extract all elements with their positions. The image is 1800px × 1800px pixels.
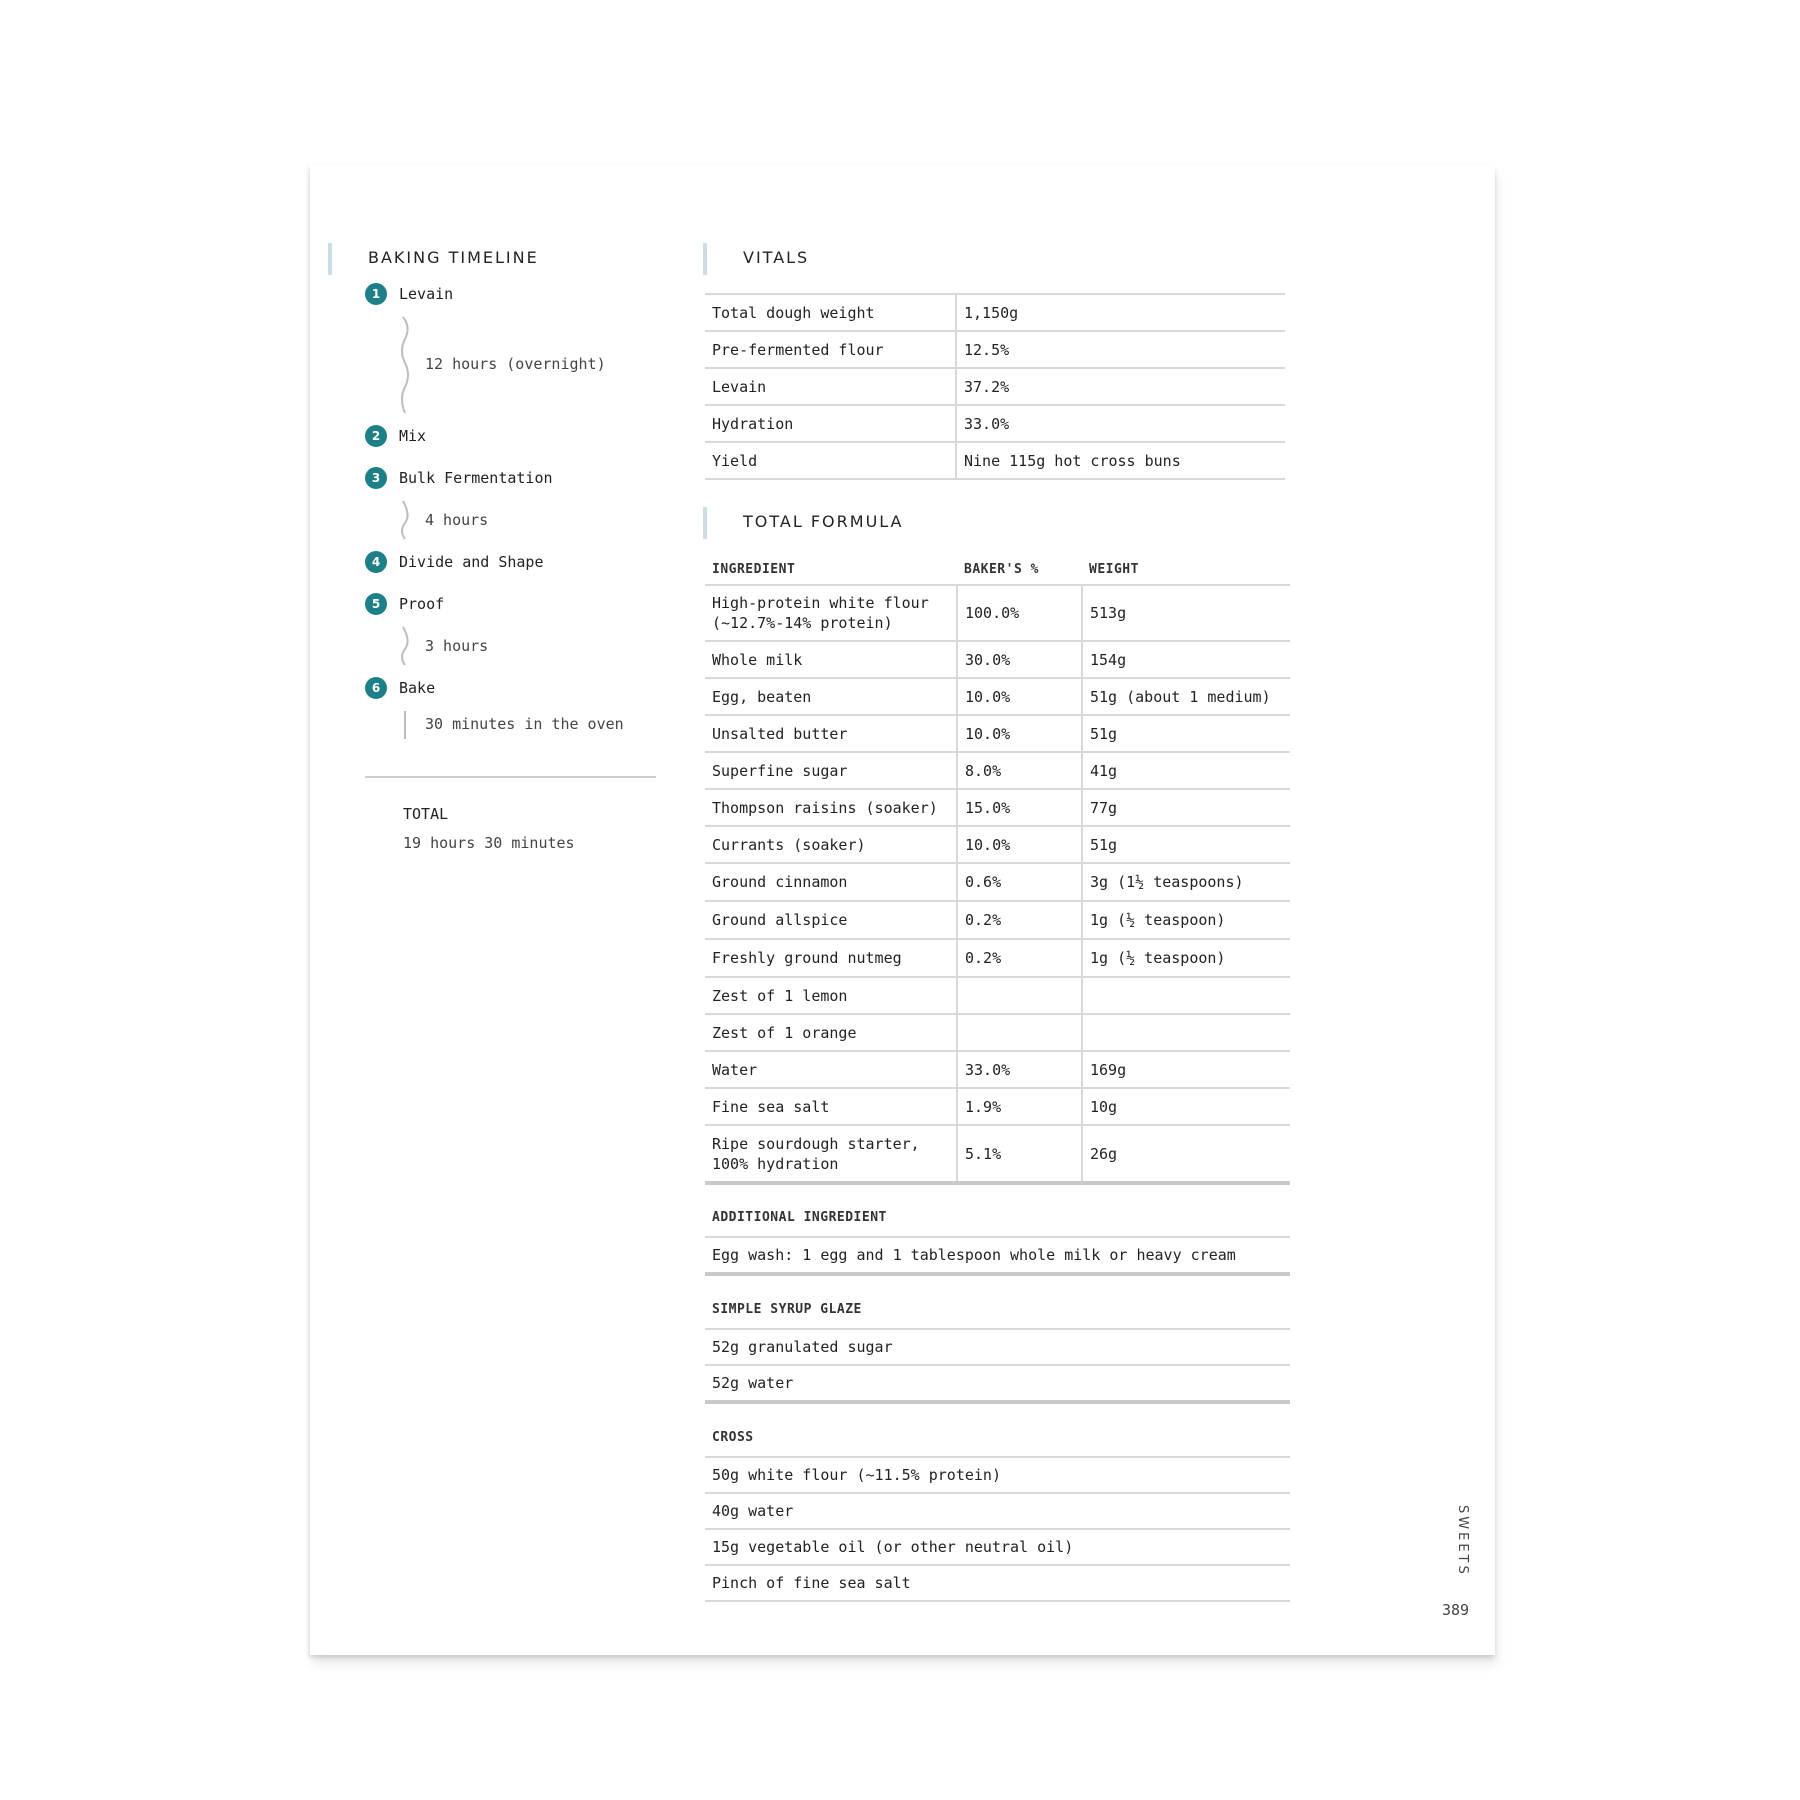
timeline-step-levain: [365, 273, 675, 315]
timeline-duration-bake: [365, 709, 675, 745]
weight-cell: 77g: [1082, 789, 1290, 826]
weight-cell: 41g: [1082, 752, 1290, 789]
vitals-label: Total dough weight: [705, 294, 956, 331]
vitals-value: 37.2%: [956, 368, 1285, 405]
weight-cell: [1082, 1014, 1290, 1051]
step-label: Bulk Fermentation: [399, 469, 553, 487]
timeline-step-mix: [365, 415, 675, 457]
table-row: [705, 368, 1285, 405]
list-item: 52g granulated sugar: [705, 1328, 1290, 1366]
total-time-label: TOTAL: [403, 805, 449, 823]
simple-syrup-glaze-list: [705, 1328, 1290, 1404]
straight-line-icon: [397, 709, 417, 745]
percent-cell: 30.0%: [957, 641, 1082, 678]
percent-cell: 10.0%: [957, 678, 1082, 715]
timeline-duration-levain: [365, 315, 675, 415]
list-item: 40g water: [705, 1494, 1290, 1530]
table-row: [705, 752, 1290, 789]
percent-cell: 0.6%: [957, 863, 1082, 901]
weight-cell: 51g: [1082, 826, 1290, 863]
ingredient-cell: Superfine sugar: [705, 752, 957, 789]
list-item: Pinch of fine sea salt: [705, 1566, 1290, 1602]
vitals-value: 33.0%: [956, 405, 1285, 442]
book-page: [310, 165, 1495, 1655]
list-item: 15g vegetable oil (or other neutral oil): [705, 1530, 1290, 1566]
table-row: [705, 977, 1290, 1014]
ingredient-cell: High-protein white flour (~12.7%-14% protein): [705, 585, 957, 641]
baking-timeline: [365, 273, 675, 745]
ingredient-cell: Ripe sourdough starter, 100% hydration: [705, 1125, 957, 1183]
weight-cell: 51g: [1082, 715, 1290, 752]
table-row: [705, 641, 1290, 678]
column-header-weight: WEIGHT: [1082, 555, 1290, 585]
step-label: Divide and Shape: [399, 553, 544, 571]
wavy-line-icon: [397, 499, 417, 541]
ingredient-cell: Unsalted butter: [705, 715, 957, 752]
ingredient-cell: Whole milk: [705, 641, 957, 678]
table-row: [705, 1051, 1290, 1088]
ingredient-cell: Egg, beaten: [705, 678, 957, 715]
percent-cell: [957, 1014, 1082, 1051]
table-row: [705, 405, 1285, 442]
table-row: [705, 331, 1285, 368]
total-formula-heading: TOTAL FORMULA: [703, 507, 904, 539]
table-row: [705, 863, 1290, 901]
percent-cell: 100.0%: [957, 585, 1082, 641]
weight-cell: [1082, 977, 1290, 1014]
ingredient-cell: Fine sea salt: [705, 1088, 957, 1125]
percent-cell: 10.0%: [957, 715, 1082, 752]
table-row: [705, 901, 1290, 939]
column-header-bakers-percent: BAKER'S %: [957, 555, 1082, 585]
table-row: [705, 789, 1290, 826]
vitals-label: Yield: [705, 442, 956, 479]
percent-cell: 33.0%: [957, 1051, 1082, 1088]
timeline-step-bake: [365, 667, 675, 709]
vitals-label: Hydration: [705, 405, 956, 442]
step-number-6: 6: [365, 677, 387, 699]
baking-timeline-heading: BAKING TIMELINE: [328, 243, 539, 275]
additional-ingredient-list: [705, 1236, 1290, 1276]
section-label: SWEETS: [1455, 1505, 1470, 1577]
timeline-divider: [365, 776, 656, 778]
step-number-4: 4: [365, 551, 387, 573]
percent-cell: 5.1%: [957, 1125, 1082, 1183]
weight-cell: 3g (1½ teaspoons): [1082, 863, 1290, 901]
wavy-line-icon: [397, 625, 417, 667]
ingredient-cell: Currants (soaker): [705, 826, 957, 863]
percent-cell: [957, 977, 1082, 1014]
timeline-duration-proof: [365, 625, 675, 667]
step-duration: 3 hours: [425, 637, 489, 655]
vitals-label: Pre-fermented flour: [705, 331, 956, 368]
vitals-value: Nine 115g hot cross buns: [956, 442, 1285, 479]
column-header-ingredient: INGREDIENT: [705, 555, 957, 585]
list-item: 52g water: [705, 1366, 1290, 1404]
percent-cell: 10.0%: [957, 826, 1082, 863]
wavy-line-icon: [397, 315, 417, 415]
weight-cell: 154g: [1082, 641, 1290, 678]
percent-cell: 1.9%: [957, 1088, 1082, 1125]
table-row: [705, 442, 1285, 479]
timeline-duration-bulk: [365, 499, 675, 541]
table-row: [705, 939, 1290, 977]
ingredient-cell: Thompson raisins (soaker): [705, 789, 957, 826]
percent-cell: 15.0%: [957, 789, 1082, 826]
timeline-step-proof: [365, 583, 675, 625]
total-time-value: 19 hours 30 minutes: [403, 834, 575, 852]
ingredient-cell: Freshly ground nutmeg: [705, 939, 957, 977]
weight-cell: 26g: [1082, 1125, 1290, 1183]
step-label: Bake: [399, 679, 436, 697]
weight-cell: 10g: [1082, 1088, 1290, 1125]
table-row: [705, 1125, 1290, 1183]
vitals-label: Levain: [705, 368, 956, 405]
ingredient-cell: Zest of 1 lemon: [705, 977, 957, 1014]
weight-cell: 1g (½ teaspoon): [1082, 901, 1290, 939]
step-number-5: 5: [365, 593, 387, 615]
weight-cell: 169g: [1082, 1051, 1290, 1088]
step-label: Levain: [399, 285, 454, 303]
ingredient-cell: Zest of 1 orange: [705, 1014, 957, 1051]
page-number: 389: [1442, 1601, 1470, 1619]
step-number-2: 2: [365, 425, 387, 447]
timeline-step-bulk-fermentation: [365, 457, 675, 499]
table-row: [705, 678, 1290, 715]
table-row: [705, 1088, 1290, 1125]
table-row: [705, 294, 1285, 331]
ingredient-cell: Ground allspice: [705, 901, 957, 939]
vitals-value: 1,150g: [956, 294, 1285, 331]
step-duration: 12 hours (overnight): [425, 355, 606, 373]
table-row: [705, 585, 1290, 641]
cross-list: [705, 1456, 1290, 1602]
weight-cell: 1g (½ teaspoon): [1082, 939, 1290, 977]
percent-cell: 0.2%: [957, 939, 1082, 977]
table-row: [705, 826, 1290, 863]
step-duration: 4 hours: [425, 511, 489, 529]
step-label: Mix: [399, 427, 427, 445]
timeline-step-divide-shape: [365, 541, 675, 583]
simple-syrup-glaze-heading: SIMPLE SYRUP GLAZE: [712, 1302, 862, 1317]
table-row: [705, 1014, 1290, 1051]
step-number-3: 3: [365, 467, 387, 489]
total-formula-table: [705, 555, 1290, 1185]
cross-heading: CROSS: [712, 1430, 754, 1445]
step-label: Proof: [399, 595, 445, 613]
step-number-1: 1: [365, 283, 387, 305]
ingredient-cell: Ground cinnamon: [705, 863, 957, 901]
vitals-value: 12.5%: [956, 331, 1285, 368]
table-row: [705, 715, 1290, 752]
percent-cell: 8.0%: [957, 752, 1082, 789]
vitals-table: [705, 293, 1285, 480]
list-item: Egg wash: 1 egg and 1 tablespoon whole milk or heavy cream: [705, 1236, 1290, 1276]
table-header-row: [705, 555, 1290, 585]
additional-ingredient-heading: ADDITIONAL INGREDIENT: [712, 1210, 887, 1225]
ingredient-cell: Water: [705, 1051, 957, 1088]
weight-cell: 513g: [1082, 585, 1290, 641]
weight-cell: 51g (about 1 medium): [1082, 678, 1290, 715]
step-duration: 30 minutes in the oven: [425, 715, 624, 733]
vitals-heading: VITALS: [703, 243, 809, 275]
list-item: 50g white flour (~11.5% protein): [705, 1456, 1290, 1494]
percent-cell: 0.2%: [957, 901, 1082, 939]
